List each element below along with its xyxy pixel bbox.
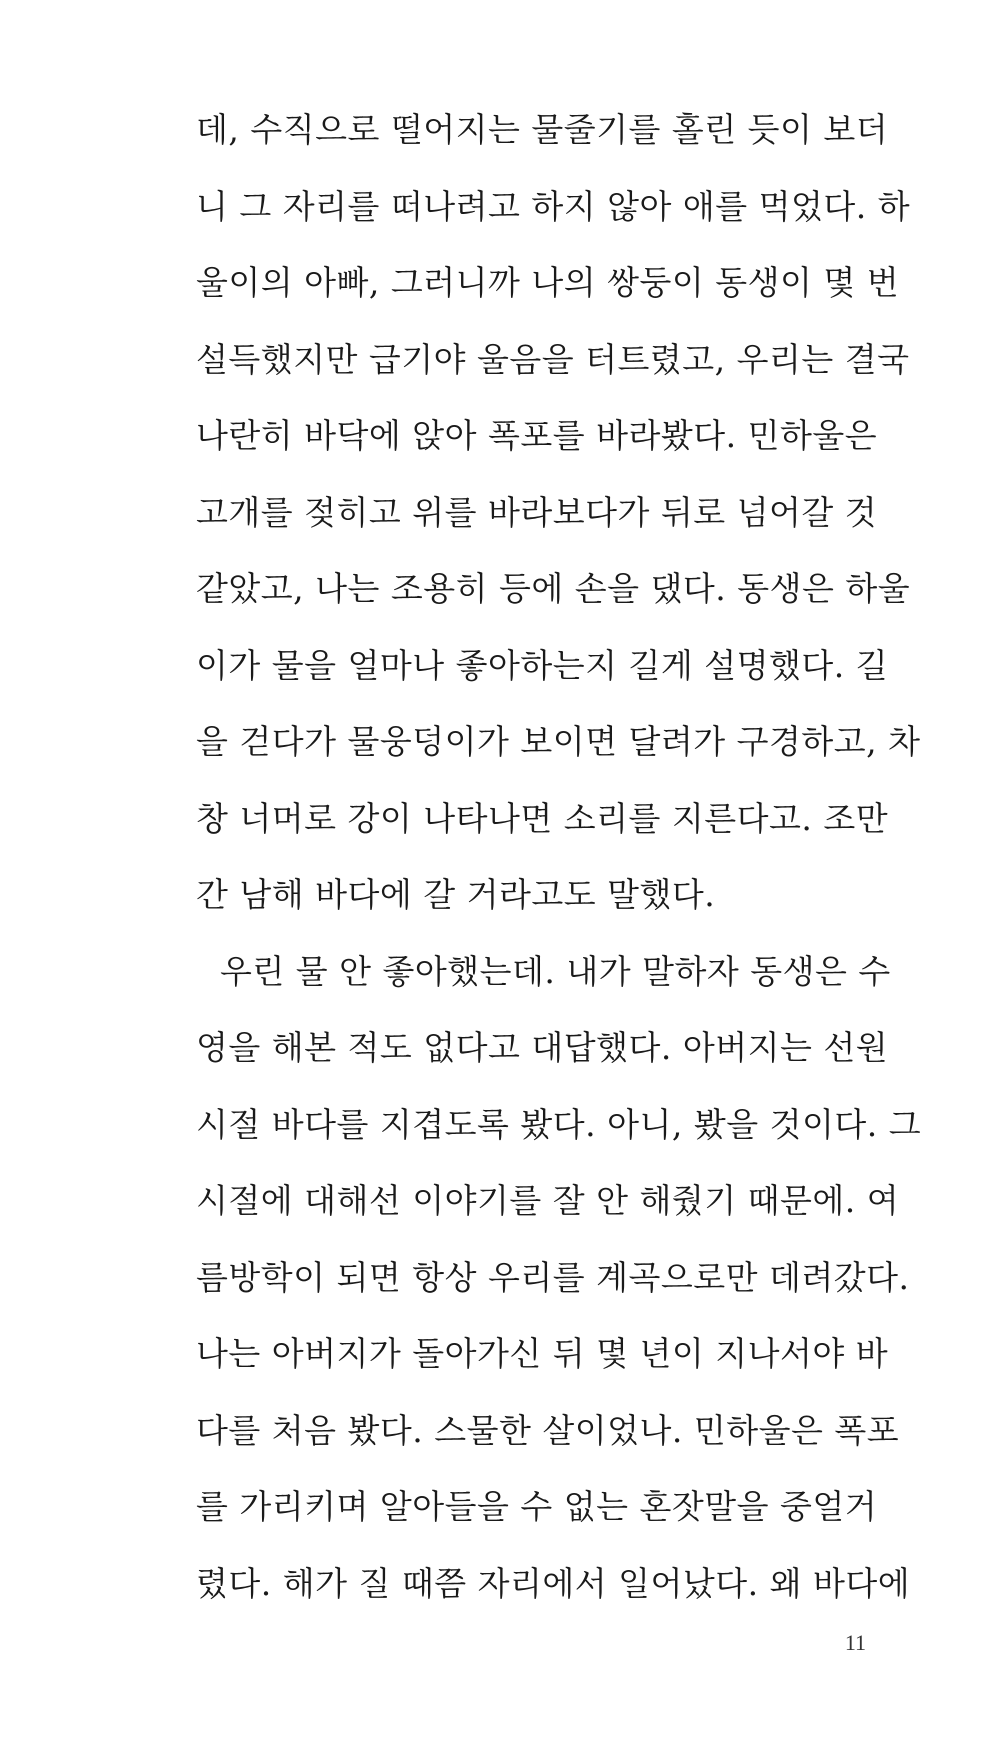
text-line: 설득했지만 급기야 울음을 터트렸고, 우리는 결국 (196, 339, 910, 379)
text-line: 을 걷다가 물웅덩이가 보이면 달려가 구경하고, 차 (196, 722, 921, 761)
text-line: 시절 바다를 지겹도록 봤다. 아니, 봤을 것이다. 그 (196, 1104, 922, 1144)
text-line: 간 남해 바다에 갈 거라고도 말했다. (196, 875, 716, 914)
text-line: 렸다. 해가 질 때쯤 자리에서 일어났다. 왜 바다에 (196, 1563, 911, 1603)
text-line: 나란히 바닥에 앉아 폭포를 바라봤다. 민하울은 (196, 416, 878, 455)
text-line: 를 가리키며 알아들을 수 없는 혼잣말을 중얼거 (196, 1487, 878, 1526)
text-line: 영을 해본 적도 없다고 대답했다. 아버지는 선원 (196, 1028, 889, 1067)
text-line: 울이의 아빠, 그러니까 나의 쌍둥이 동생이 몇 번 (196, 263, 900, 302)
text-line: 니 그 자리를 떠나려고 하지 않아 애를 먹었다. 하 (196, 186, 911, 226)
text-line: 다를 처음 봤다. 스물한 살이었나. 민하울은 폭포 (196, 1410, 900, 1450)
page-number: 11 (844, 1630, 866, 1655)
text-line: 시절에 대해선 이야기를 잘 안 해줬기 때문에. 여 (196, 1181, 900, 1220)
text-line: 데, 수직으로 떨어지는 물줄기를 홀린 듯이 보더 (196, 110, 889, 149)
text-line: 고개를 젖히고 위를 바라보다가 뒤로 넘어갈 것 (196, 492, 878, 532)
text-line: 같았고, 나는 조용히 등에 손을 댔다. 동생은 하울 (196, 569, 911, 608)
text-line: 창 너머로 강이 나타나면 소리를 지른다고. 조만 (196, 798, 889, 838)
text-line: 름방학이 되면 항상 우리를 계곡으로만 데려갔다. (196, 1257, 910, 1297)
text-line: 이가 물을 얼마나 좋아하는지 길게 설명했다. 길 (196, 645, 889, 685)
body-text (196, 92, 922, 1622)
text-line: 나는 아버지가 돌아가신 뒤 몇 년이 지나서야 바 (196, 1334, 889, 1373)
text-line: 우린 물 안 좋아했는데. 내가 말하자 동생은 수 (220, 951, 891, 991)
